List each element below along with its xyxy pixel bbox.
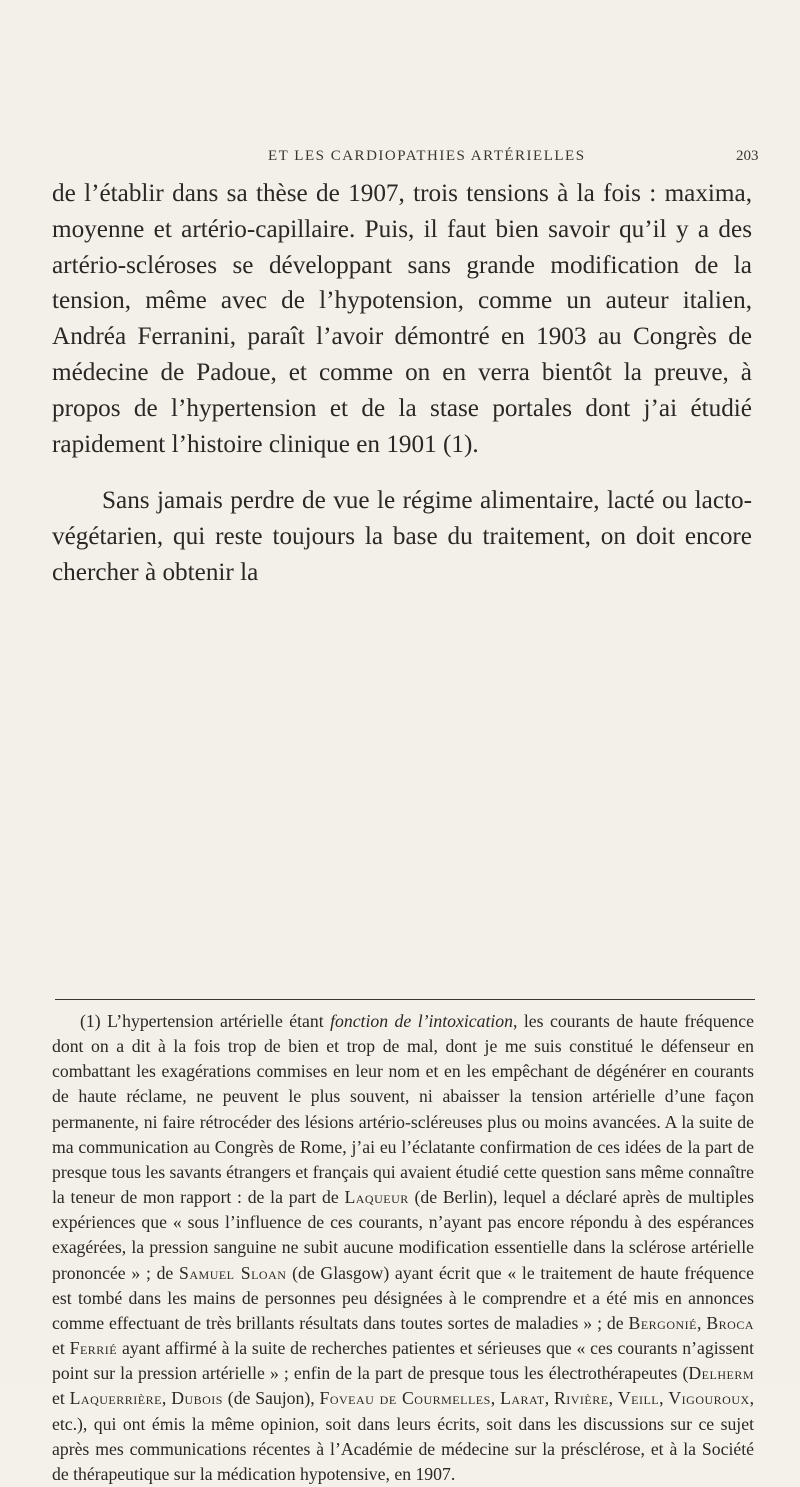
footnote-text: , etc.), qui ont émis la même opinion, soit dans leurs écrits, soit dans les discussions sur ce sujet après mes communications récentes à l’Académie de médecine sur la présclérose, et à la Société de thérapeutique sur la médication hypotensive, en 1907. xyxy=(52,1388,755,1484)
footnote-emphasis: fonction de l’intoxication xyxy=(330,1011,513,1031)
running-title: ET LES CARDIOPATHIES ARTÉRIELLES xyxy=(268,148,586,164)
footnote-text: , xyxy=(697,1312,707,1333)
footnote-text: (de Berlin), lequel a déclaré après de multiples expériences que « sous l’influence de ces courants, n’ayant pas encore répondu à des espérances exagérées, la pression sanguine ne subit aucune modification essentielle dans la sclérose artérielle prononcée » ; de xyxy=(52,1187,754,1283)
page-number: 203 xyxy=(736,148,759,164)
footnote-text: et xyxy=(52,1388,70,1409)
footnote-text: , les courants de haute fréquence dont on a dit à la fois trop de bien et trop de mal, dont je me suis constitué le défenseur en combattant les exagérations commises en leur nom et en les empêchant de dégénérer en courants de haute réclame, ne peuvent le plus souvent, ni abaisser la tension artérielle d’une façon permanente, ni faire rétrocéder des lésions artério-scléreuses plus ou moins avancées. A la suite de ma communication au Congrès de Rome, j’ai eu l’éclatante confirmation de ces idées de la part de presque tous les savants étrangers et français qui avaient étudié cette question sans même connaître la teneur de mon rapport : de la part de xyxy=(52,1011,754,1208)
footnote-author: Samuel Sloan xyxy=(179,1262,287,1283)
footnote-author: Vigouroux xyxy=(668,1388,750,1409)
footnote-text: , xyxy=(544,1388,554,1409)
footnote-author: Rivière xyxy=(553,1388,609,1409)
footnote-author: Bergonié xyxy=(628,1312,698,1333)
footnote-author: Foveau de Courmelles xyxy=(319,1388,491,1409)
footnote-author: Ferrié xyxy=(69,1338,118,1359)
body-paragraph-2: Sans jamais perdre de vue le régime alimentaire, lacté ou lacto-végétarien, qui reste toujours la base du traitement, on doit encore chercher à obtenir la xyxy=(52,487,752,586)
footnote-text: et xyxy=(52,1338,70,1359)
body-paragraph-1: de l’établir dans sa thèse de 1907, trois tensions à la fois : maxima, moyenne et artério-capillaire. Puis, il faut bien savoir qu’il y a des artério-scléroses se développant sans grande modification de la tension, même avec de l’hypotension, comme un auteur italien, Andréa Ferranini, paraît l’avoir démontré en 1903 au Congrès de médecine de Padoue, et comme on en verra bientôt la preuve, à propos de l’hypertension et de la stase portales dont j’ai étudié rapidement l’histoire clinique en 1901 (1). xyxy=(52,180,752,458)
footnote-text: , xyxy=(490,1388,501,1409)
footnote xyxy=(52,1009,754,1487)
footnote-text: (1) L’hypertension artérielle étant xyxy=(80,1011,331,1031)
footnote-text: , xyxy=(608,1388,618,1409)
footnote-author: Dubois xyxy=(171,1388,223,1409)
main-text xyxy=(52,176,752,591)
footnote-text: (de Saujon), xyxy=(222,1388,320,1409)
footnote-author: Larat xyxy=(500,1388,545,1409)
footnote-author: Laqueur xyxy=(344,1187,409,1208)
footnote-rule xyxy=(55,999,755,1000)
footnote-author: Delherm xyxy=(688,1363,754,1384)
footnote-author: Broca xyxy=(706,1312,755,1333)
footnote-text: ayant affirmé à la suite de recherches patientes et sérieuses que « ces courants n’agissent point sur la pression artérielle » ; enfin de la part de presque tous les électrothérapeutes ( xyxy=(52,1338,755,1384)
footnote-author: Laquerrière xyxy=(69,1388,162,1409)
footnote-text: , xyxy=(659,1388,669,1409)
footnote-text: , xyxy=(161,1388,172,1409)
footnote-author: Veill xyxy=(617,1388,660,1409)
footnote-text: (de Glasgow) ayant écrit que « le traitement de haute fréquence est tombé dans les mains de personnes peu désignées à le comprendre et a été mis en annonces comme effectuant de très brillants résultats dans toutes sortes de maladies » ; de xyxy=(52,1262,754,1333)
